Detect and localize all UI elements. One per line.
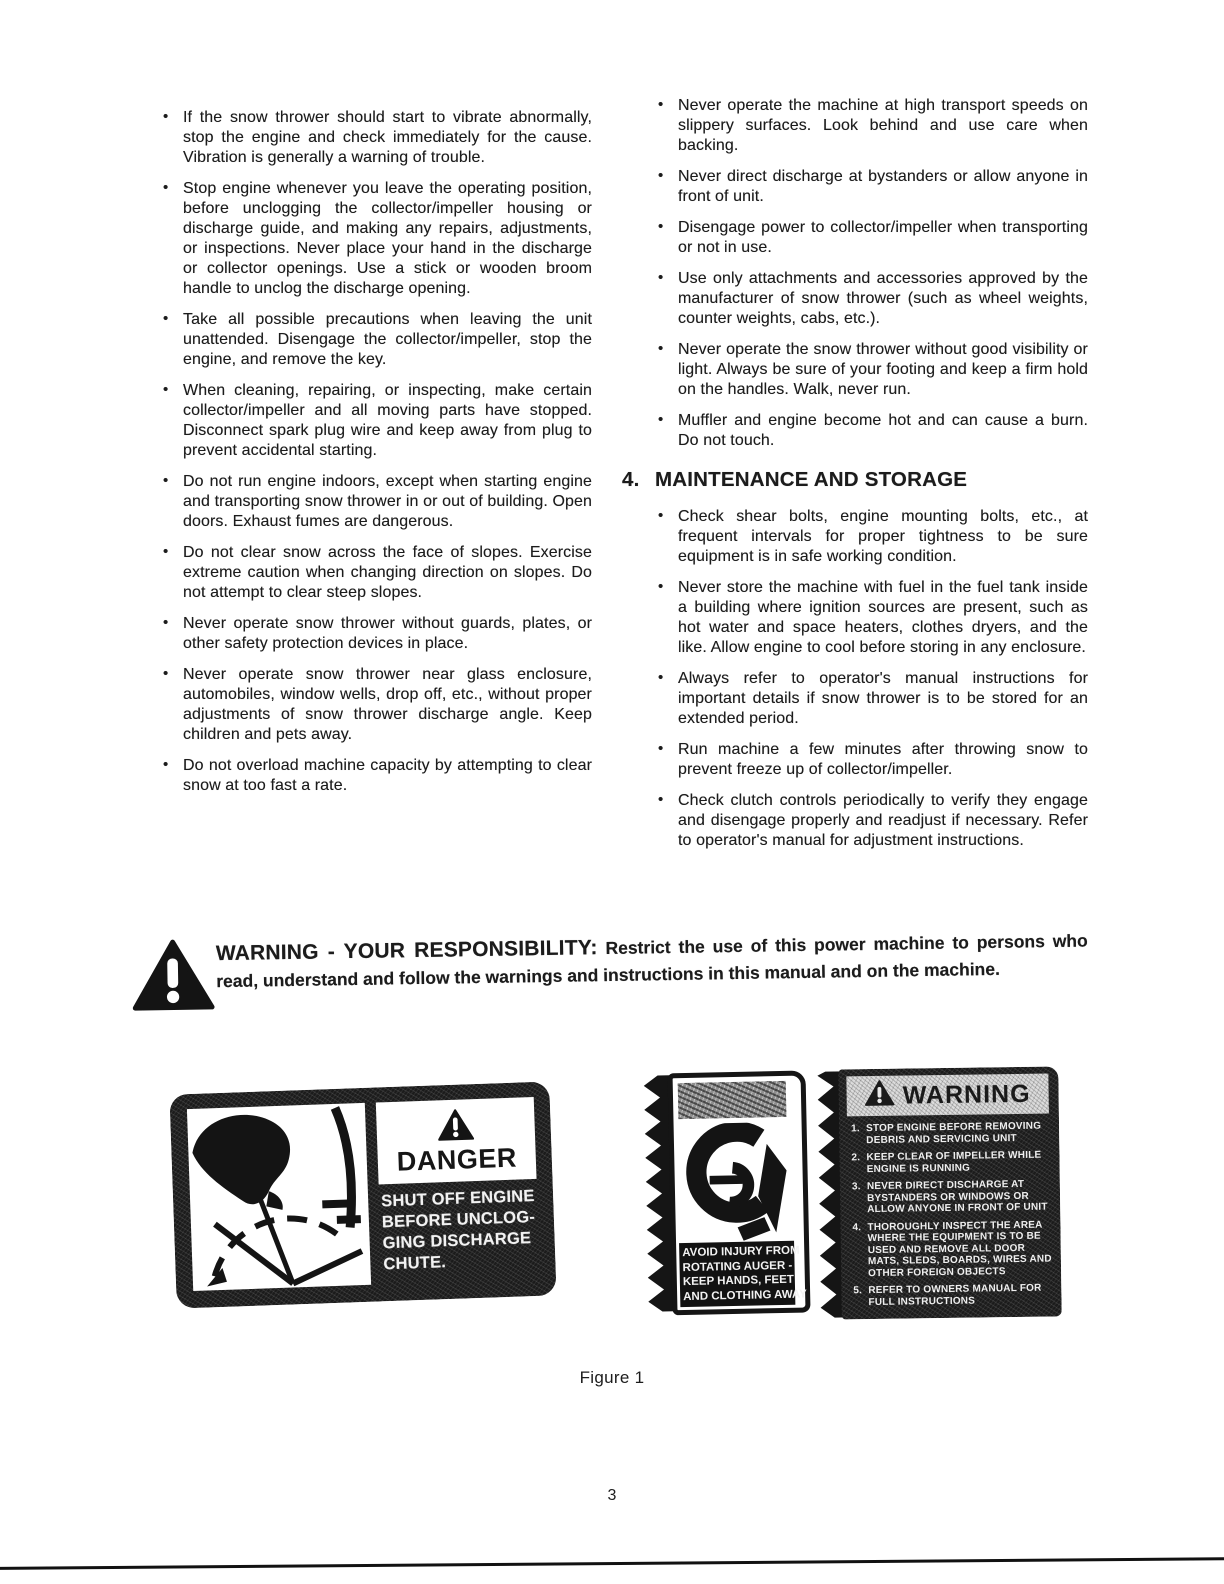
danger-label-line: GING DISCHARGE (382, 1229, 532, 1253)
warning-label-item (852, 1179, 1052, 1216)
safety-bullet (160, 614, 592, 654)
safety-bullet-text: Never operate snow thrower near glass enclosure, automobiles, window wells, drop off, etc., without proper adjustments of snow thrower discharge angle. Keep children and pets away. (183, 666, 592, 743)
safety-bullet-text: Do not overload machine capacity by attempting to clear snow at too fast a rate. (183, 757, 592, 794)
auger-label-header-band (678, 1081, 787, 1119)
maintenance-bullet (655, 791, 1088, 851)
warning-label-title: WARNING (902, 1079, 1031, 1110)
safety-bullet (160, 665, 592, 745)
auger-label-body (668, 1070, 811, 1315)
safety-column-right (622, 96, 1088, 862)
danger-label-text (381, 1186, 544, 1276)
page-number: 3 (607, 1487, 617, 1504)
auger-label-line: AVOID INJURY FROM (682, 1244, 800, 1260)
warning-item-text: KEEP CLEAR OF IMPELLER WHILE ENGINE IS RUNNING (866, 1149, 1042, 1175)
safety-bullet (655, 96, 1088, 156)
maintenance-bullet (655, 669, 1088, 729)
chute-hand-pictogram (187, 1103, 371, 1291)
maintenance-bullet-text: Check shear bolts, engine mounting bolts, etc., at frequent intervals for proper tightness to be sure equipment is in safe working condition. (678, 508, 1088, 565)
responsibility-warning-lead: WARNING - YOUR RESPONSIBILITY: (215, 935, 598, 965)
warning-item-number: 4. (852, 1221, 862, 1233)
safety-bullet (160, 756, 592, 796)
maintenance-bullet-text: Never store the machine with fuel in the fuel tank inside a building where ignition sources are present, such as hot water and space heaters, clothes dryers, and the like. Allow engine to cool before storing in any enclosure. (678, 579, 1088, 656)
safety-bullet-text: Stop engine whenever you leave the operating position, before unclogging the collector/impeller housing or discharge guide, and making any repairs, adjustments, or inspections. Never place your hand in the discharge or collector openings. Use a stick or wooden broom handle to unclog the discharge opening. (183, 180, 592, 297)
maintenance-bullets (655, 507, 1088, 851)
danger-label (169, 1081, 556, 1308)
warning-label-item (852, 1219, 1053, 1279)
safety-bullet-text: Do not run engine indoors, except when starting engine and transporting snow thrower in or out of building. Open doors. Exhaust fumes are dangerous. (183, 473, 592, 530)
safety-bullet (655, 269, 1088, 329)
safety-bullets-right (655, 96, 1088, 451)
safety-bullet-text: When cleaning, repairing, or inspecting, make certain collector/impeller and all moving parts have stopped. Disconnect spark plug wire and keep away from plug to prevent accidental starting. (183, 382, 592, 459)
safety-bullet-text: If the snow thrower should start to vibrate abnormally, stop the engine and check immediately for the cause. Vibration is generally a warning of trouble. (183, 109, 592, 166)
danger-header-box (376, 1097, 537, 1184)
maintenance-bullet (655, 507, 1088, 567)
warning-item-text: REFER TO OWNERS MANUAL FOR FULL INSTRUCTIONS (868, 1282, 1042, 1308)
warning-label-header (846, 1074, 1049, 1117)
safety-bullet-text: Use only attachments and accessories approved by the manufacturer of snow thrower (such as wheel weights, counter weights, cabs, etc.). (678, 270, 1088, 327)
safety-bullet (160, 310, 592, 370)
auger-label-line: KEEP HANDS, FEET (682, 1273, 794, 1289)
maintenance-bullet (655, 740, 1088, 780)
warning-item-number: 2. (851, 1152, 861, 1164)
warning-item-number: 1. (851, 1123, 860, 1135)
section-number: 4. (622, 468, 640, 491)
maintenance-bullet-text: Check clutch controls periodically to verify they engage and disengage properly and readjust if necessary. Refer to operator's manual for adjustment instructions. (678, 792, 1088, 849)
maintenance-heading (622, 468, 1088, 492)
warning-item-number: 5. (853, 1285, 863, 1297)
warning-item-number: 3. (851, 1181, 861, 1193)
responsibility-warning (129, 908, 1088, 1013)
maintenance-bullet (655, 578, 1088, 658)
safety-bullet-text: Muffler and engine become hot and can cause a burn. Do not touch. (678, 412, 1088, 449)
responsibility-warning-text (216, 926, 1089, 995)
danger-label-title: DANGER (396, 1142, 518, 1177)
danger-label-line: CHUTE. (383, 1253, 447, 1274)
safety-bullet (655, 340, 1088, 400)
maintenance-bullet-text: Run machine a few minutes after throwing snow to prevent freeze up of collector/impeller. (678, 741, 1088, 778)
safety-bullet-text: Never operate the machine at high transport speeds on slippery surfaces. Look behind and use care when backing. (678, 97, 1088, 154)
danger-label-line: BEFORE UNCLOG- (381, 1208, 536, 1232)
warning-label-item (853, 1283, 1053, 1309)
figure-caption: Figure 1 (579, 1368, 645, 1387)
safety-bullet (160, 108, 592, 168)
auger-label (656, 1070, 811, 1313)
warning-label-item (851, 1121, 1051, 1147)
danger-triangle-icon (437, 1108, 474, 1146)
safety-bullet (160, 543, 592, 603)
warning-triangle-icon (132, 938, 215, 1016)
maintenance-bullet-text: Always refer to operator's manual instructions for important details if snow thrower is to be stored for an extended period. (678, 670, 1088, 727)
safety-bullet-text: Disengage power to collector/impeller when transporting or not in use. (678, 219, 1088, 256)
safety-bullet (160, 472, 592, 532)
safety-bullet (160, 381, 592, 461)
warning-triangle-icon (864, 1079, 894, 1112)
safety-bullet-text: Never operate the snow thrower without good visibility or light. Always be sure of your footing and keep a firm hold on the handles. Walk, never run. (678, 341, 1088, 398)
auger-pictogram (680, 1122, 789, 1255)
safety-bullet-text: Never direct discharge at bystanders or allow anyone in front of unit. (678, 168, 1088, 205)
danger-label-line: SHUT OFF ENGINE (380, 1187, 535, 1211)
warning-item-text: THOROUGHLY INSPECT THE AREA WHERE THE EQUIPMENT IS TO BE USED AND REMOVE ALL DOOR MATS, SLEDS, BOARDS, WIRES AND OTHER FOREIGN OBJECTS (867, 1219, 1052, 1279)
section-title: MAINTENANCE AND STORAGE (655, 468, 968, 491)
safety-bullet (160, 179, 592, 299)
safety-bullet-text: Never operate snow thrower without guards, plates, or other safety protection devices in place. (183, 615, 592, 652)
safety-column-left (160, 108, 592, 807)
warning-label-body (838, 1066, 1061, 1319)
safety-bullet (655, 167, 1088, 207)
safety-bullet (655, 218, 1088, 258)
auger-label-line: ROTATING AUGER - (682, 1259, 793, 1274)
responsibility-warning-body: Restrict the use of this power machine to persons who read, understand and follow the warnings and instructions in this manual and on the machine. (216, 929, 1088, 991)
scan-artifact-line (0, 1557, 1224, 1570)
safety-bullet (655, 411, 1088, 451)
warning-item-text: STOP ENGINE BEFORE REMOVING DEBRIS AND SERVICING UNIT (866, 1120, 1042, 1146)
warning-label-item (851, 1150, 1051, 1176)
safety-bullet-text: Do not clear snow across the face of slopes. Exercise extreme caution when changing direction on slopes. Do not attempt to clear steep slopes. (183, 544, 592, 601)
auger-label-line: AND CLOTHING AWAY (683, 1287, 808, 1303)
auger-label-text (679, 1241, 808, 1307)
warning-label-items (851, 1121, 1054, 1315)
warning-label (830, 1066, 1061, 1319)
safety-bullet-text: Take all possible precautions when leaving the unit unattended. Disengage the collector/impeller, stop the engine, and remove the key. (183, 311, 592, 368)
warning-item-text: NEVER DIRECT DISCHARGE AT BYSTANDERS OR WINDOWS OR ALLOW ANYONE IN FRONT OF UNIT (866, 1178, 1048, 1216)
